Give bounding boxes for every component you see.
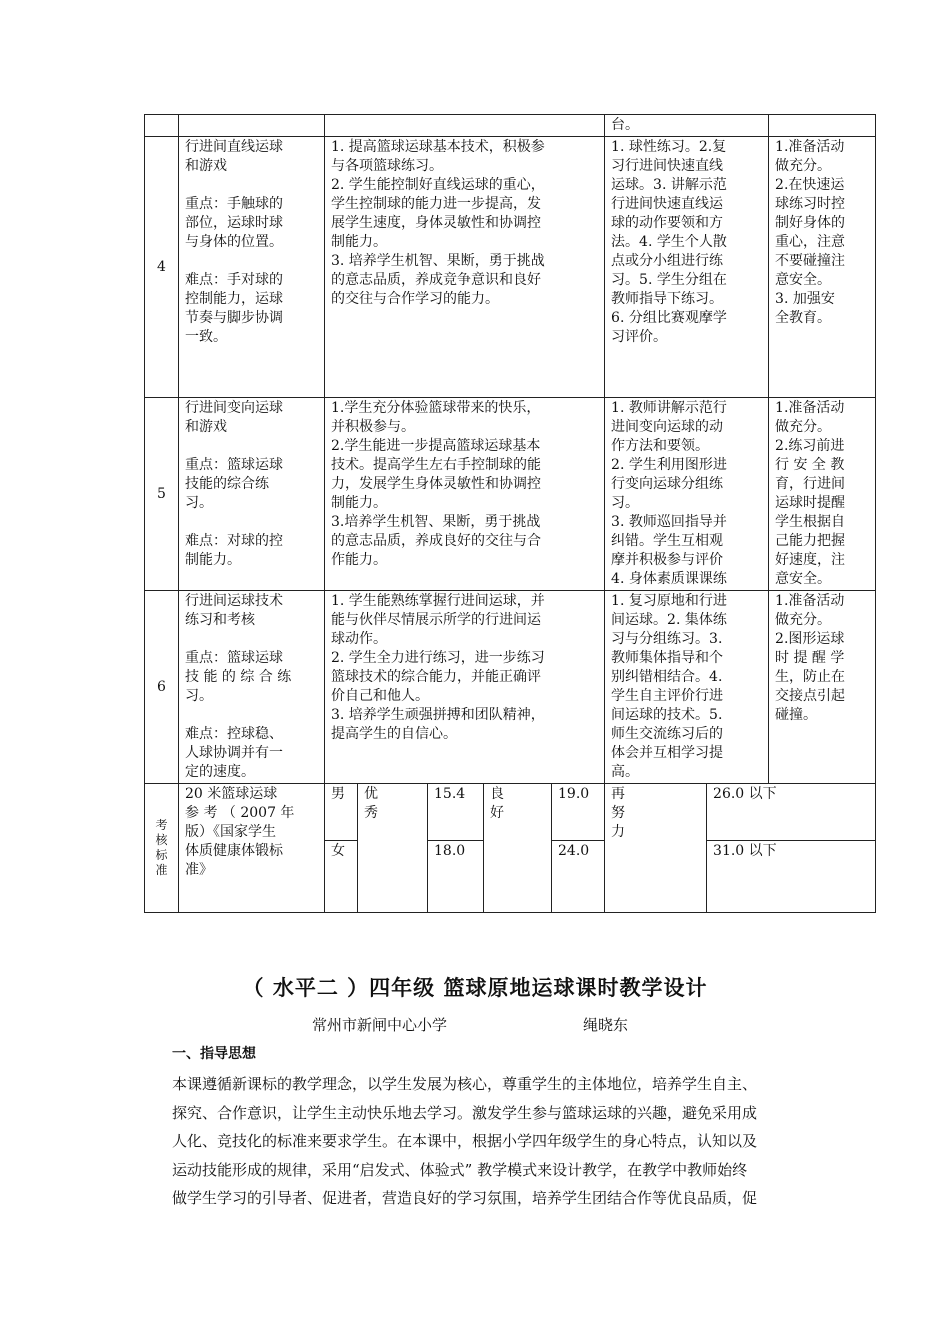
- note-line: 不要碰撞注: [775, 253, 846, 269]
- objective-line: 3. 培养学生顽强拼搏和团队精神，: [331, 707, 545, 723]
- lesson-content-cell: [179, 137, 325, 398]
- content-line: 和游戏: [185, 158, 227, 174]
- content-line: 人球协调并有一: [185, 745, 283, 761]
- method-line: 间运球。2. 集体练: [611, 612, 727, 628]
- method-line: 体会并互相学习提: [611, 745, 724, 761]
- paragraph-line: 做学生学习的引导者、促进者，营造良好的学习氛围，培养学生团结合作等优良品质，促: [172, 1189, 758, 1207]
- female-good-value: 24.0: [552, 841, 605, 913]
- method-line: 摩并积极参与评价: [611, 552, 724, 568]
- method-line: 1. 复习原地和行进: [611, 593, 727, 609]
- objective-line: 并积极参与。: [331, 419, 415, 435]
- method-line: 3. 教师巡回指导并: [611, 514, 727, 530]
- paragraph-line: 人化、竞技化的标准来要求学生。在本课中，根据小学四年级学生的身心特点，认知以及: [172, 1132, 758, 1150]
- method-line: 1. 球性练习。2.复: [611, 139, 727, 155]
- assessment-desc-line: 准》: [185, 862, 213, 878]
- methods-tail: 台。: [611, 117, 640, 133]
- lesson-number: 4: [145, 137, 179, 398]
- note-line: 做充分。: [775, 419, 832, 435]
- note-line: 1.准备活动: [775, 139, 845, 155]
- method-line: 习行进间快速直线: [611, 158, 724, 174]
- objective-line: 能与伙伴尽情展示所学的行进间运: [331, 612, 541, 628]
- assessment-description: [179, 784, 325, 913]
- method-line: 1. 教师讲解示范行: [611, 400, 727, 416]
- objective-line: 1. 学生能熟练掌握行进间运球，并: [331, 593, 545, 609]
- lesson-objectives-cell: [325, 137, 605, 398]
- assessment-desc-line: 版）《国家学生: [185, 824, 276, 840]
- content-line: 重点：手触球的: [185, 196, 283, 212]
- content-line: [185, 176, 318, 195]
- objective-line: 制能力。: [331, 495, 387, 511]
- lesson-objectives-cell: [325, 398, 605, 591]
- method-line: 运球。3. 讲解示范: [611, 177, 727, 193]
- content-line: 一致。: [185, 329, 227, 345]
- content-line: 部位，运球时球: [185, 215, 283, 231]
- lesson-plan-table: [144, 114, 876, 913]
- lesson-methods-cell: [605, 398, 769, 591]
- methods-tail-cell: [605, 115, 769, 137]
- objective-line: 的意志品质，养成竞争意识和良好: [331, 272, 541, 288]
- method-line: 4. 身体素质课课练: [611, 571, 727, 587]
- content-line: [185, 513, 318, 532]
- note-line: 2.练习前进: [775, 438, 845, 454]
- content-line: 难点：手对球的: [185, 272, 283, 288]
- objective-line: 价自己和他人。: [331, 688, 429, 704]
- objective-line: 制能力。: [331, 234, 387, 250]
- lesson-design-title: （ 水平二 ）四年级 篮球原地运球课时教学设计: [242, 976, 708, 1000]
- method-line: 习。5. 学生分组在: [611, 272, 727, 288]
- method-line: 间运球的技术。5.: [611, 707, 723, 723]
- table-row-lesson-4: [145, 137, 876, 398]
- note-line: 学生根据自: [775, 514, 846, 530]
- method-line: 法。4. 学生个人散: [611, 234, 727, 250]
- paragraph-line: 探究、合作意识，让学生主动快乐地去学习。激发学生参与篮球运球的兴趣，避免采用成: [172, 1103, 758, 1122]
- assessment-desc-line: 体质健康体锻标: [185, 843, 283, 859]
- assessment-label: 考 核 标 准: [145, 784, 179, 913]
- objective-line: 1.学生充分体验篮球带来的快乐，: [331, 400, 541, 416]
- objective-line: 学生控制球的能力进一步提高，发: [331, 196, 541, 212]
- content-line: 习。: [185, 688, 213, 704]
- note-line: 3. 加强安: [775, 291, 835, 307]
- note-line: 做充分。: [775, 158, 832, 174]
- content-line: 和游戏: [185, 419, 227, 435]
- paragraph-line: 运动技能形成的规律，采用“启发式、体验式” 教学模式来设计教学，在教学中教师始终: [172, 1160, 748, 1179]
- content-line: 行进间直线运球: [185, 139, 283, 155]
- method-line: 行变向运球分组练: [611, 476, 724, 492]
- lesson-notes-cell: [769, 591, 876, 784]
- note-line: 全教育。: [775, 310, 832, 326]
- objective-line: 与各项篮球练习。: [331, 158, 443, 174]
- lesson-notes-cell: [769, 137, 876, 398]
- method-line: 师生交流练习后的: [611, 726, 724, 742]
- method-line: 行进间快速直线运: [611, 196, 724, 212]
- note-line: 时 提 醒 学: [775, 650, 845, 666]
- objective-line: 2.学生能进一步提高篮球运球基本: [331, 438, 541, 454]
- table-row-lesson-5: [145, 398, 876, 591]
- method-line: 点或分小组进行练: [611, 253, 724, 269]
- content-line: 控制能力，运球: [185, 291, 283, 307]
- note-line: 制好身体的: [775, 215, 846, 231]
- note-line: 意安全。: [775, 272, 832, 288]
- author-name: 绳晓东: [583, 1016, 629, 1034]
- method-line: 作方法和要领。: [611, 438, 710, 454]
- lesson-number: 6: [145, 591, 179, 784]
- grade-effort-label: 再 努 力: [605, 784, 707, 913]
- content-line: 难点：对球的控: [185, 533, 283, 549]
- note-line: 球练习时控: [775, 196, 846, 212]
- content-line: 练习和考核: [185, 612, 255, 628]
- objective-line: 2. 学生全力进行练习，进一步练习: [331, 650, 545, 666]
- content-line: 重点：篮球运球: [185, 650, 283, 666]
- male-good-value: 19.0: [552, 784, 605, 841]
- school-name: 常州市新闸中心小学: [312, 1016, 448, 1034]
- male-excellent-value: 15.4: [428, 784, 484, 841]
- assessment-desc-line: 参 考 （ 2007 年: [185, 805, 295, 821]
- lesson-number: 5: [145, 398, 179, 591]
- method-line: 球的动作要领和方: [611, 215, 724, 231]
- objective-line: 作能力。: [331, 552, 387, 568]
- objective-line: 提高学生的自信心。: [331, 726, 457, 742]
- assessment-desc-line: 20 米篮球运球: [185, 786, 278, 802]
- note-line: 1.准备活动: [775, 400, 845, 416]
- objective-line: 球动作。: [331, 631, 387, 647]
- note-line: 重心，注意: [775, 234, 846, 250]
- note-line: 行 安 全 教: [775, 457, 845, 473]
- lesson-content-cell: [179, 398, 325, 591]
- content-line: 技 能 的 综 合 练: [185, 669, 292, 685]
- lesson-methods-cell: [605, 137, 769, 398]
- note-line: 运球时提醒: [775, 495, 846, 511]
- note-line: 1.准备活动: [775, 593, 845, 609]
- note-line: 己能力把握: [775, 533, 846, 549]
- grade-excellent-label: 优 秀: [358, 784, 428, 913]
- method-line: 别纠错相结合。4.: [611, 669, 723, 685]
- method-line: 纠错。学生互相观: [611, 533, 724, 549]
- objective-line: 篮球技术的综合能力，并能正确评: [331, 669, 541, 685]
- objective-line: 的意志品质，养成良好的交往与合: [331, 533, 541, 549]
- grade-good-label: 良 好: [484, 784, 552, 913]
- content-line: 行进间变向运球: [185, 400, 283, 416]
- objective-line: 技术。提高学生左右手控制球的能: [331, 457, 541, 473]
- method-line: 习评价。: [611, 329, 668, 345]
- note-line: 好速度，注: [775, 552, 846, 568]
- content-line: 制能力。: [185, 552, 241, 568]
- lesson-content-cell: [179, 591, 325, 784]
- note-line: 做充分。: [775, 612, 832, 628]
- method-line: 教师指导下练习。: [611, 291, 724, 307]
- gender-male: 男: [325, 784, 358, 841]
- method-line: 学生自主评价行进: [611, 688, 724, 704]
- method-line: 2. 学生利用图形进: [611, 457, 727, 473]
- table-row-lesson-6: [145, 591, 876, 784]
- content-line: 节奏与脚步协调: [185, 310, 283, 326]
- note-line: 交接点引起: [775, 688, 846, 704]
- content-line: 行进间运球技术: [185, 593, 283, 609]
- male-effort-value: 26.0 以下: [707, 784, 876, 841]
- content-line: 难点：控球稳、: [185, 726, 283, 742]
- objective-line: 1. 提高篮球运球基本技术，积极参: [331, 139, 545, 155]
- method-line: 教师集体指导和个: [611, 650, 724, 666]
- paragraph-line: 本课遵循新课标的教学理念，以学生发展为核心，尊重学生的主体地位，培养学生自主、: [172, 1075, 758, 1093]
- lesson-methods-cell: [605, 591, 769, 784]
- objective-line: 展学生速度，身体灵敏性和协调控: [331, 215, 541, 231]
- objective-line: 2. 学生能控制好直线运球的重心，: [331, 177, 545, 193]
- note-line: 生，防止在: [775, 669, 846, 685]
- content-line: [185, 437, 318, 456]
- content-line: 技能的综合练: [185, 476, 269, 492]
- method-line: 进间变向运球的动: [611, 419, 724, 435]
- section-heading: 一、指导思想: [172, 1046, 256, 1062]
- female-excellent-value: 18.0: [428, 841, 484, 913]
- method-line: 习。: [611, 495, 640, 511]
- guiding-thought-paragraph: [172, 1070, 822, 1213]
- objective-line: 3. 培养学生机智、果断，勇于挑战: [331, 253, 545, 269]
- objective-line: 的交往与合作学习的能力。: [331, 291, 499, 307]
- objective-line: 力，发展学生身体灵敏性和协调控: [331, 476, 541, 492]
- lesson-notes-cell: [769, 398, 876, 591]
- content-line: [185, 252, 318, 271]
- content-line: 重点：篮球运球: [185, 457, 283, 473]
- method-line: 高。: [611, 764, 640, 780]
- table-row-assessment-male: [145, 784, 876, 841]
- note-line: 意安全。: [775, 571, 832, 587]
- table-row-top: [145, 115, 876, 137]
- note-line: 育，行进间: [775, 476, 846, 492]
- lesson-objectives-cell: [325, 591, 605, 784]
- note-line: 2.在快速运: [775, 177, 845, 193]
- content-line: 定的速度。: [185, 764, 255, 780]
- content-line: 与身体的位置。: [185, 234, 283, 250]
- method-line: 习与分组练习。3.: [611, 631, 723, 647]
- method-line: 6. 分组比赛观摩学: [611, 310, 727, 326]
- objective-line: 3.培养学生机智、果断，勇于挑战: [331, 514, 541, 530]
- note-line: 2.图形运球: [775, 631, 845, 647]
- content-line: [185, 706, 318, 725]
- note-line: 碰撞。: [775, 707, 818, 723]
- gender-female: 女: [325, 841, 358, 913]
- content-line: 习。: [185, 495, 213, 511]
- content-line: [185, 630, 318, 649]
- female-effort-value: 31.0 以下: [707, 841, 876, 913]
